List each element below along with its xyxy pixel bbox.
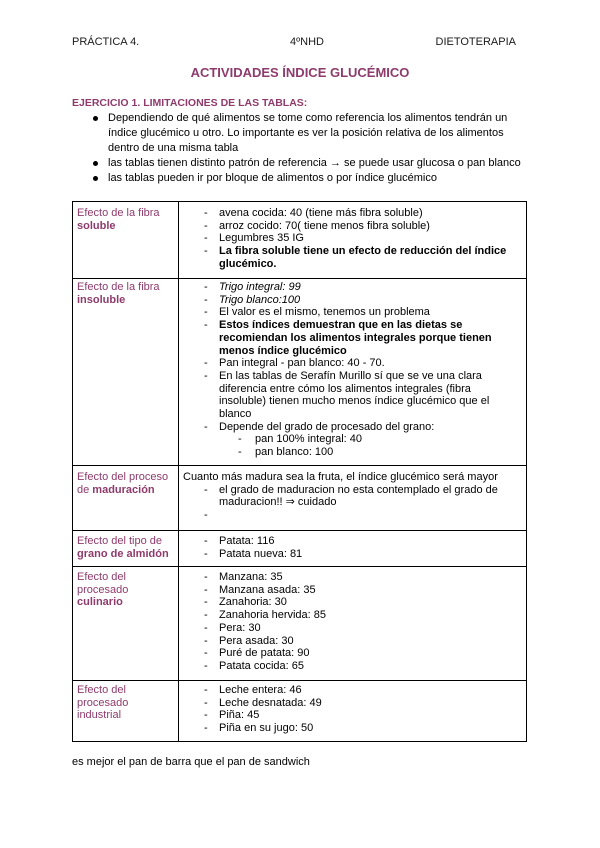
limitation-text: las tablas tienen distinto patrón de referencia → se puede usar glucosa o pan blanco	[108, 156, 521, 169]
limitation-bullet	[108, 111, 530, 156]
effect-item-text: Legumbres 35 IG	[219, 232, 304, 245]
effect-item	[183, 535, 514, 548]
effect-item	[183, 709, 514, 722]
effect-label-cell	[73, 466, 179, 531]
effect-item-text: Patata nueva: 81	[219, 547, 303, 560]
effect-label-text: procesado	[77, 583, 129, 596]
effect-label-cell	[73, 531, 179, 567]
effect-label-line	[77, 471, 174, 484]
effect-item	[183, 571, 514, 584]
effect-content-cell	[179, 279, 527, 466]
effect-label-keyword: insoluble	[77, 293, 126, 306]
effect-item	[183, 635, 514, 648]
effect-label-line	[77, 535, 174, 548]
effect-label-line	[77, 571, 174, 584]
effect-label-text: industrial	[77, 709, 122, 722]
effect-item	[183, 548, 514, 561]
effect-label-keyword: soluble	[77, 219, 116, 232]
effect-label-text: Efecto de la fibra	[77, 207, 160, 219]
effect-item-text: Manzana asada: 35	[219, 583, 316, 596]
effect-item-text: el grado de maduracion no esta contemplado el grado de maduracion!! ⇒ cuidado	[219, 483, 498, 509]
limitation-bullet	[108, 156, 530, 171]
effects-table	[72, 201, 527, 742]
effect-label-text: de	[77, 483, 93, 496]
effect-item-text: pan blanco: 100	[255, 446, 334, 459]
effect-item-text: Piña en su jugo: 50	[219, 722, 314, 735]
effect-content-cell	[179, 681, 527, 742]
effect-label-line	[77, 281, 174, 294]
effect-content-cell	[179, 202, 527, 279]
effect-label-text: Efecto del tipo de	[77, 535, 163, 547]
effect-label-line	[77, 294, 174, 307]
effect-item	[183, 647, 514, 660]
limitation-bullet	[108, 171, 530, 186]
effect-row	[73, 466, 527, 531]
effect-label-cell	[73, 567, 179, 681]
effect-content-cell	[179, 466, 527, 531]
effect-row	[73, 567, 527, 681]
effect-item-text: Cuanto más madura sea la fruta, el índice glucémico será mayor	[183, 471, 498, 483]
effect-label-line	[77, 584, 174, 597]
effect-label-cell	[73, 279, 179, 466]
effect-item	[183, 319, 514, 357]
effect-item	[183, 584, 514, 597]
effect-item-text: Zanahoria hervida: 85	[219, 609, 327, 622]
effect-row	[73, 681, 527, 742]
effect-row	[73, 531, 527, 567]
effect-item	[183, 484, 514, 509]
effect-item-text: Estos índices demuestran que en las dietas se recomiendan los alimentos integrales porque tienen menos índice glucémico	[219, 319, 492, 357]
effect-content-cell	[179, 531, 527, 567]
effect-label-cell	[73, 202, 179, 279]
effect-item-text: Patata: 116	[219, 535, 275, 547]
closing-note: es mejor el pan de barra que el pan de sandwich	[72, 755, 310, 768]
effect-item	[183, 306, 514, 319]
effect-item-text: Trigo integral: 99	[219, 281, 301, 293]
effect-label-line	[77, 548, 174, 561]
effect-item-text: pan 100% integral: 40	[255, 433, 363, 446]
effect-label-text: Efecto de la fibra	[77, 281, 160, 293]
limitations-list	[108, 111, 530, 186]
effect-label-keyword: grano de almidón	[77, 547, 169, 560]
effect-item-text: Manzana: 35	[219, 571, 283, 583]
effect-item-text: Leche desnatada: 49	[219, 696, 322, 709]
effect-label-line	[77, 684, 174, 697]
effect-content-cell	[179, 567, 527, 681]
effect-label-line	[77, 207, 174, 220]
effect-label-text: Efecto del	[77, 684, 126, 696]
effect-item	[183, 697, 514, 710]
effect-item	[183, 421, 514, 434]
effect-label-line	[77, 709, 174, 722]
limitation-text: Dependiendo de qué alimentos se tome como referencia los alimentos tendrán un índice glucémico u otro. Lo importante es ver la posición relativa de los alimentos dentro de una misma tabla	[108, 111, 508, 154]
effect-note	[183, 471, 514, 484]
effect-item-text: avena cocida: 40 (tiene más fibra soluble)	[219, 207, 423, 219]
effect-item-text: Pan integral - pan blanco: 40 - 70.	[219, 357, 385, 370]
effect-label-text: Efecto del	[77, 571, 126, 583]
effect-item-text: El valor es el mismo, tenemos un problema	[219, 306, 430, 319]
effect-label-text: procesado	[77, 696, 129, 709]
effect-item	[183, 684, 514, 697]
effect-item	[183, 596, 514, 609]
effect-item-text: Pera asada: 30	[219, 634, 294, 647]
effect-item-text: La fibra soluble tiene un efecto de reducción del índice glucémico.	[219, 245, 507, 270]
header-subject: DIETOTERAPIA	[435, 36, 516, 48]
effect-item-text: Puré de patata: 90	[219, 647, 310, 660]
effect-label-cell	[73, 681, 179, 742]
effect-item	[183, 622, 514, 635]
effect-item	[183, 370, 514, 421]
effect-label-line	[77, 220, 174, 233]
effect-item	[183, 281, 514, 294]
effect-label-keyword: maduración	[92, 483, 155, 496]
effects-table-body	[73, 202, 527, 742]
effect-item-text: Patata cocida: 65	[219, 659, 305, 672]
effect-label-line	[77, 697, 174, 710]
effect-item-text: arroz cocido: 70( tiene menos fibra soluble)	[219, 219, 430, 232]
effect-label-text: Efecto del proceso	[77, 471, 169, 483]
header-course: PRÁCTICA 4.	[72, 36, 140, 48]
effect-item-text: Depende del grado de procesado del grano:	[219, 420, 435, 433]
effect-label-line	[77, 484, 174, 497]
header-group: 4ºNHD	[290, 36, 324, 48]
effect-item-text: Leche entera: 46	[219, 684, 302, 696]
effect-item	[183, 232, 514, 245]
effect-item-text: Zanahoria: 30	[219, 596, 287, 609]
effect-item	[183, 609, 514, 622]
effect-label-keyword: culinario	[77, 596, 123, 609]
effect-item	[183, 357, 514, 370]
effect-item	[183, 509, 514, 522]
effect-item	[183, 294, 514, 307]
effect-label-line	[77, 596, 174, 609]
effect-item	[183, 722, 514, 735]
effect-subitem	[183, 446, 514, 459]
effect-item-text: Trigo blanco:100	[219, 293, 301, 306]
page-title: ACTIVIDADES ÍNDICE GLUCÉMICO	[190, 65, 410, 80]
effect-item	[183, 660, 514, 673]
effect-row	[73, 202, 527, 279]
exercise-heading: EJERCICIO 1. LIMITACIONES DE LAS TABLAS:	[72, 97, 308, 109]
effect-item	[183, 220, 514, 233]
effect-item-text: Pera: 30	[219, 621, 261, 634]
limitation-text: las tablas pueden ir por bloque de alimentos o por índice glucémico	[108, 171, 437, 184]
effect-item	[183, 207, 514, 220]
effect-row	[73, 279, 527, 466]
effect-item-text: En las tablas de Serafín Murillo sí que se ve una clara diferencia entre cómo los alimentos integrales (fibra insoluble) tienen mucho menos índice glucémico que el blanco	[219, 369, 490, 421]
effect-item	[183, 245, 514, 270]
effect-item-text: Piña: 45	[219, 709, 260, 722]
effect-subitem	[183, 433, 514, 446]
